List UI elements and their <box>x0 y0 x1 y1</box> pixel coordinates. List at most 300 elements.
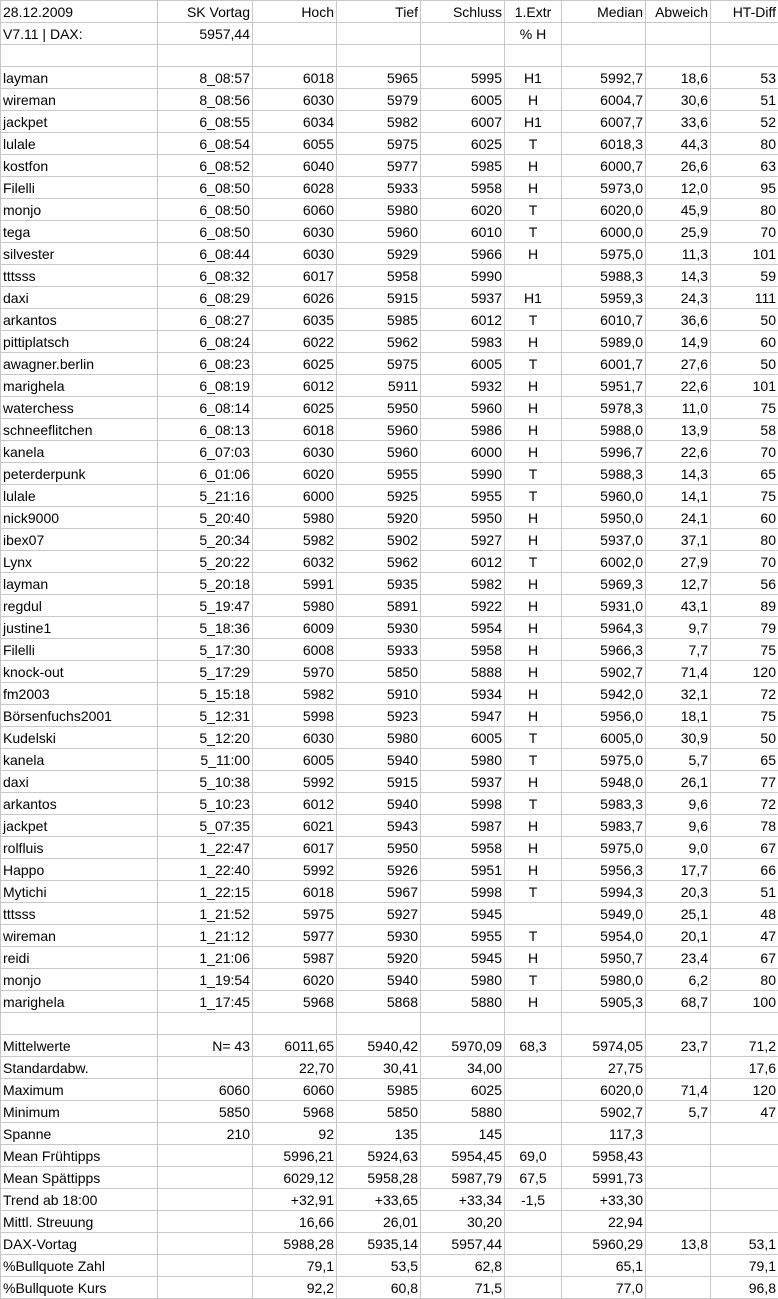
cell[interactable]: H <box>505 155 562 177</box>
cell[interactable]: 5980 <box>421 749 505 771</box>
cell[interactable]: 5954,0 <box>562 925 646 947</box>
cell[interactable]: 5942,0 <box>562 683 646 705</box>
cell[interactable]: 5_18:36 <box>158 617 253 639</box>
cell[interactable]: 5962 <box>337 551 421 573</box>
cell[interactable]: 5891 <box>337 595 421 617</box>
cell[interactable]: 6030 <box>253 221 337 243</box>
cell[interactable]: 6009 <box>253 617 337 639</box>
cell[interactable]: 6017 <box>253 837 337 859</box>
cell[interactable] <box>505 1255 562 1277</box>
cell[interactable]: 96,8 <box>711 1277 778 1299</box>
cell[interactable]: 5954,45 <box>421 1145 505 1167</box>
cell[interactable]: Mittl. Streuung <box>1 1211 158 1233</box>
cell[interactable]: 17,7 <box>646 859 711 881</box>
cell[interactable]: 6_08:54 <box>158 133 253 155</box>
cell[interactable]: 26,1 <box>646 771 711 793</box>
cell[interactable] <box>711 23 778 45</box>
cell[interactable]: 6_08:52 <box>158 155 253 177</box>
cell[interactable]: 5958,28 <box>337 1167 421 1189</box>
cell[interactable] <box>505 1079 562 1101</box>
cell[interactable]: 14,9 <box>646 331 711 353</box>
cell[interactable]: 69,0 <box>505 1145 562 1167</box>
cell[interactable] <box>253 1013 337 1035</box>
cell[interactable]: kostfon <box>1 155 158 177</box>
cell[interactable]: 6022 <box>253 331 337 353</box>
cell[interactable]: 72 <box>711 793 778 815</box>
cell[interactable]: 5934 <box>421 683 505 705</box>
cell[interactable]: 5950,7 <box>562 947 646 969</box>
cell[interactable]: 5991,73 <box>562 1167 646 1189</box>
cell[interactable]: 5960,0 <box>562 485 646 507</box>
cell[interactable]: 71,4 <box>646 661 711 683</box>
cell[interactable]: 75 <box>711 485 778 507</box>
cell[interactable]: kanela <box>1 749 158 771</box>
cell[interactable]: 6012 <box>253 793 337 815</box>
cell[interactable]: 5929 <box>337 243 421 265</box>
cell[interactable]: 1_19:54 <box>158 969 253 991</box>
cell[interactable]: 5880 <box>421 991 505 1013</box>
cell[interactable]: 100 <box>711 991 778 1013</box>
cell[interactable]: 5973,0 <box>562 177 646 199</box>
cell[interactable]: 17,6 <box>711 1057 778 1079</box>
cell[interactable]: 6025 <box>253 353 337 375</box>
cell[interactable]: 6005 <box>421 353 505 375</box>
cell[interactable]: 60 <box>711 507 778 529</box>
cell[interactable] <box>646 1189 711 1211</box>
cell[interactable]: Mean Spättipps <box>1 1167 158 1189</box>
cell[interactable]: 75 <box>711 705 778 727</box>
cell[interactable] <box>158 1211 253 1233</box>
cell[interactable]: schneeflitchen <box>1 419 158 441</box>
cell[interactable]: 89 <box>711 595 778 617</box>
cell[interactable]: 5902,7 <box>562 1101 646 1123</box>
cell[interactable]: Happo <box>1 859 158 881</box>
cell[interactable]: 37,1 <box>646 529 711 551</box>
cell[interactable]: 9,6 <box>646 815 711 837</box>
cell[interactable]: 6030 <box>253 441 337 463</box>
cell[interactable]: 5,7 <box>646 1101 711 1123</box>
cell[interactable]: H <box>505 661 562 683</box>
cell[interactable]: 5927 <box>337 903 421 925</box>
cell[interactable] <box>646 1057 711 1079</box>
cell[interactable]: 5977 <box>253 925 337 947</box>
cell[interactable]: 6001,7 <box>562 353 646 375</box>
cell[interactable]: 6000,0 <box>562 221 646 243</box>
cell[interactable]: T <box>505 727 562 749</box>
cell[interactable]: 5957,44 <box>421 1233 505 1255</box>
cell[interactable]: marighela <box>1 375 158 397</box>
cell[interactable]: 6000,7 <box>562 155 646 177</box>
cell[interactable]: 24,3 <box>646 287 711 309</box>
cell[interactable]: waterchess <box>1 397 158 419</box>
cell[interactable]: 5910 <box>337 683 421 705</box>
cell[interactable]: 22,94 <box>562 1211 646 1233</box>
cell[interactable]: SK Vortag <box>158 1 253 23</box>
cell[interactable]: +33,34 <box>421 1189 505 1211</box>
cell[interactable]: 5850 <box>337 661 421 683</box>
cell[interactable]: 5880 <box>421 1101 505 1123</box>
cell[interactable]: 68,7 <box>646 991 711 1013</box>
cell[interactable]: 6030 <box>253 243 337 265</box>
cell[interactable]: 5935,14 <box>337 1233 421 1255</box>
cell[interactable]: Mytichi <box>1 881 158 903</box>
cell[interactable]: 5966,3 <box>562 639 646 661</box>
cell[interactable]: Tief <box>337 1 421 23</box>
cell[interactable]: 5950 <box>421 507 505 529</box>
cell[interactable]: 6030 <box>253 727 337 749</box>
cell[interactable]: T <box>505 309 562 331</box>
cell[interactable]: 5940 <box>337 793 421 815</box>
cell[interactable]: regdul <box>1 595 158 617</box>
cell[interactable]: 71,4 <box>646 1079 711 1101</box>
cell[interactable]: 63 <box>711 155 778 177</box>
cell[interactable]: 58 <box>711 419 778 441</box>
cell[interactable]: T <box>505 551 562 573</box>
cell[interactable]: 95 <box>711 177 778 199</box>
cell[interactable]: 5933 <box>337 639 421 661</box>
cell[interactable]: 53 <box>711 67 778 89</box>
cell[interactable]: 6020 <box>253 969 337 991</box>
cell[interactable]: 5969,3 <box>562 573 646 595</box>
cell[interactable]: H <box>505 573 562 595</box>
cell[interactable]: 92,2 <box>253 1277 337 1299</box>
cell[interactable]: 6020 <box>253 463 337 485</box>
cell[interactable]: 5951 <box>421 859 505 881</box>
cell[interactable]: N= 43 <box>158 1035 253 1057</box>
cell[interactable]: 5915 <box>337 771 421 793</box>
cell[interactable]: Filelli <box>1 639 158 661</box>
cell[interactable]: H <box>505 419 562 441</box>
cell[interactable]: 5950 <box>337 397 421 419</box>
cell[interactable] <box>505 1211 562 1233</box>
cell[interactable]: 80 <box>711 969 778 991</box>
cell[interactable]: H <box>505 375 562 397</box>
cell[interactable]: 5990 <box>421 265 505 287</box>
cell[interactable]: +33,30 <box>562 1189 646 1211</box>
cell[interactable] <box>711 1123 778 1145</box>
cell[interactable]: 6000 <box>253 485 337 507</box>
cell[interactable]: 59 <box>711 265 778 287</box>
cell[interactable]: 6032 <box>253 551 337 573</box>
cell[interactable]: 5_12:20 <box>158 727 253 749</box>
cell[interactable]: 5_20:34 <box>158 529 253 551</box>
cell[interactable]: 5955 <box>337 463 421 485</box>
cell[interactable]: 33,6 <box>646 111 711 133</box>
cell[interactable]: 5982 <box>253 683 337 705</box>
cell[interactable]: 67,5 <box>505 1167 562 1189</box>
cell[interactable]: -1,5 <box>505 1189 562 1211</box>
cell[interactable]: H <box>505 837 562 859</box>
cell[interactable]: 5_20:18 <box>158 573 253 595</box>
cell[interactable]: 5982 <box>421 573 505 595</box>
cell[interactable]: 5915 <box>337 287 421 309</box>
cell[interactable]: 70 <box>711 551 778 573</box>
cell[interactable]: 20,1 <box>646 925 711 947</box>
cell[interactable]: H <box>505 947 562 969</box>
cell[interactable]: 5943 <box>337 815 421 837</box>
cell[interactable]: 5937 <box>421 287 505 309</box>
cell[interactable]: 6012 <box>421 551 505 573</box>
cell[interactable]: 5940,42 <box>337 1035 421 1057</box>
cell[interactable]: silvester <box>1 243 158 265</box>
cell[interactable]: 5868 <box>337 991 421 1013</box>
cell[interactable]: 72 <box>711 683 778 705</box>
cell[interactable]: 210 <box>158 1123 253 1145</box>
cell[interactable]: 7,7 <box>646 639 711 661</box>
cell[interactable]: 5955 <box>421 925 505 947</box>
cell[interactable]: H <box>505 529 562 551</box>
cell[interactable] <box>646 23 711 45</box>
cell[interactable]: 5935 <box>337 573 421 595</box>
cell[interactable]: 5975 <box>253 903 337 925</box>
cell[interactable]: 1_21:52 <box>158 903 253 925</box>
cell[interactable]: awagner.berlin <box>1 353 158 375</box>
cell[interactable]: 5932 <box>421 375 505 397</box>
cell[interactable]: 5978,3 <box>562 397 646 419</box>
cell[interactable]: 5994,3 <box>562 881 646 903</box>
cell[interactable]: 14,3 <box>646 265 711 287</box>
cell[interactable]: 5931,0 <box>562 595 646 617</box>
cell[interactable]: 8_08:57 <box>158 67 253 89</box>
cell[interactable]: 6028 <box>253 177 337 199</box>
cell[interactable]: H <box>505 683 562 705</box>
cell[interactable]: 5937 <box>421 771 505 793</box>
cell[interactable]: 5926 <box>337 859 421 881</box>
cell[interactable] <box>337 45 421 67</box>
cell[interactable]: H <box>505 617 562 639</box>
cell[interactable]: 27,6 <box>646 353 711 375</box>
cell[interactable]: 52 <box>711 111 778 133</box>
cell[interactable] <box>158 45 253 67</box>
cell[interactable]: 5970,09 <box>421 1035 505 1057</box>
cell[interactable]: T <box>505 133 562 155</box>
cell[interactable]: H1 <box>505 111 562 133</box>
cell[interactable]: 5988,0 <box>562 419 646 441</box>
cell[interactable]: 5925 <box>337 485 421 507</box>
cell[interactable]: 5958 <box>421 639 505 661</box>
cell[interactable]: 6_08:32 <box>158 265 253 287</box>
cell[interactable]: T <box>505 199 562 221</box>
cell[interactable] <box>158 1277 253 1299</box>
cell[interactable]: 135 <box>337 1123 421 1145</box>
cell[interactable]: 5965 <box>337 67 421 89</box>
cell[interactable]: 6012 <box>253 375 337 397</box>
cell[interactable]: 26,6 <box>646 155 711 177</box>
cell[interactable]: Trend ab 18:00 <box>1 1189 158 1211</box>
cell[interactable]: Mean Frühtipps <box>1 1145 158 1167</box>
cell[interactable]: H <box>505 243 562 265</box>
cell[interactable]: daxi <box>1 771 158 793</box>
cell[interactable]: 5940 <box>337 969 421 991</box>
cell[interactable]: arkantos <box>1 793 158 815</box>
cell[interactable]: 5983,7 <box>562 815 646 837</box>
cell[interactable]: 6017 <box>253 265 337 287</box>
cell[interactable]: 5995 <box>421 67 505 89</box>
cell[interactable]: arkantos <box>1 309 158 331</box>
cell[interactable]: 5_19:47 <box>158 595 253 617</box>
cell[interactable]: 6_08:23 <box>158 353 253 375</box>
cell[interactable]: 60 <box>711 331 778 353</box>
cell[interactable]: 12,0 <box>646 177 711 199</box>
cell[interactable]: 6055 <box>253 133 337 155</box>
cell[interactable]: 6060 <box>253 1079 337 1101</box>
cell[interactable]: 5958 <box>421 837 505 859</box>
cell[interactable]: 6030 <box>253 89 337 111</box>
cell[interactable]: 5850 <box>158 1101 253 1123</box>
cell[interactable]: 47 <box>711 1101 778 1123</box>
cell[interactable]: H <box>505 639 562 661</box>
cell[interactable]: 5990 <box>421 463 505 485</box>
cell[interactable]: 6_08:29 <box>158 287 253 309</box>
cell[interactable]: %Bullquote Kurs <box>1 1277 158 1299</box>
cell[interactable]: 27,9 <box>646 551 711 573</box>
cell[interactable]: layman <box>1 573 158 595</box>
cell[interactable]: 51 <box>711 89 778 111</box>
cell[interactable]: 1_22:15 <box>158 881 253 903</box>
cell[interactable]: 5998 <box>253 705 337 727</box>
cell[interactable]: 5987 <box>421 815 505 837</box>
cell[interactable]: 5960 <box>337 221 421 243</box>
cell[interactable]: 5983,3 <box>562 793 646 815</box>
cell[interactable]: 50 <box>711 309 778 331</box>
cell[interactable]: daxi <box>1 287 158 309</box>
cell[interactable] <box>646 1145 711 1167</box>
cell[interactable]: 5975 <box>337 353 421 375</box>
cell[interactable] <box>253 23 337 45</box>
cell[interactable]: 5940 <box>337 749 421 771</box>
cell[interactable] <box>711 45 778 67</box>
cell[interactable] <box>505 1057 562 1079</box>
cell[interactable]: 71,2 <box>711 1035 778 1057</box>
cell[interactable]: 5975 <box>337 133 421 155</box>
cell[interactable]: jackpet <box>1 815 158 837</box>
cell[interactable]: 6_01:06 <box>158 463 253 485</box>
cell[interactable]: +33,65 <box>337 1189 421 1211</box>
cell[interactable]: 5960 <box>421 397 505 419</box>
cell[interactable]: 6005 <box>421 727 505 749</box>
cell[interactable] <box>337 1013 421 1035</box>
cell[interactable] <box>505 1277 562 1299</box>
cell[interactable]: T <box>505 221 562 243</box>
cell[interactable]: fm2003 <box>1 683 158 705</box>
cell[interactable]: 5958 <box>337 265 421 287</box>
cell[interactable]: 30,41 <box>337 1057 421 1079</box>
cell[interactable]: 5945 <box>421 947 505 969</box>
cell[interactable]: 62,8 <box>421 1255 505 1277</box>
cell[interactable]: 5923 <box>337 705 421 727</box>
cell[interactable]: 5957,44 <box>158 23 253 45</box>
cell[interactable]: 5992,7 <box>562 67 646 89</box>
cell[interactable] <box>646 1013 711 1035</box>
cell[interactable]: 5933 <box>337 177 421 199</box>
cell[interactable]: %Bullquote Zahl <box>1 1255 158 1277</box>
cell[interactable]: T <box>505 793 562 815</box>
cell[interactable]: 70 <box>711 441 778 463</box>
cell[interactable]: lulale <box>1 485 158 507</box>
cell[interactable]: T <box>505 485 562 507</box>
cell[interactable]: 5982 <box>337 111 421 133</box>
cell[interactable] <box>505 1123 562 1145</box>
cell[interactable]: 6,2 <box>646 969 711 991</box>
cell[interactable]: 14,1 <box>646 485 711 507</box>
cell[interactable]: 5920 <box>337 947 421 969</box>
cell[interactable]: wireman <box>1 925 158 947</box>
cell[interactable]: 92 <box>253 1123 337 1145</box>
cell[interactable]: 6_08:55 <box>158 111 253 133</box>
cell[interactable]: 51 <box>711 881 778 903</box>
cell[interactable]: monjo <box>1 199 158 221</box>
cell[interactable]: 53,5 <box>337 1255 421 1277</box>
cell[interactable]: Minimum <box>1 1101 158 1123</box>
cell[interactable]: 11,3 <box>646 243 711 265</box>
cell[interactable]: 6004,7 <box>562 89 646 111</box>
cell[interactable]: 6008 <box>253 639 337 661</box>
cell[interactable]: 53,1 <box>711 1233 778 1255</box>
cell[interactable] <box>505 1101 562 1123</box>
cell[interactable]: 6_07:03 <box>158 441 253 463</box>
cell[interactable]: 6007,7 <box>562 111 646 133</box>
cell[interactable]: 5945 <box>421 903 505 925</box>
cell[interactable]: jackpet <box>1 111 158 133</box>
cell[interactable]: H <box>505 331 562 353</box>
cell[interactable]: Spanne <box>1 1123 158 1145</box>
cell[interactable]: rolfluis <box>1 837 158 859</box>
cell[interactable]: 18,1 <box>646 705 711 727</box>
cell[interactable]: 5955 <box>421 485 505 507</box>
cell[interactable]: 6_08:44 <box>158 243 253 265</box>
cell[interactable]: 6018 <box>253 881 337 903</box>
cell[interactable]: H <box>505 815 562 837</box>
cell[interactable]: 5949,0 <box>562 903 646 925</box>
cell[interactable]: Maximum <box>1 1079 158 1101</box>
cell[interactable]: 6011,65 <box>253 1035 337 1057</box>
cell[interactable]: 1_21:06 <box>158 947 253 969</box>
cell[interactable]: 6_08:27 <box>158 309 253 331</box>
cell[interactable]: ibex07 <box>1 529 158 551</box>
cell[interactable]: 56 <box>711 573 778 595</box>
cell[interactable]: 5905,3 <box>562 991 646 1013</box>
cell[interactable]: 5888 <box>421 661 505 683</box>
cell[interactable]: 5985 <box>337 1079 421 1101</box>
cell[interactable]: 5991 <box>253 573 337 595</box>
cell[interactable] <box>646 45 711 67</box>
cell[interactable]: 9,0 <box>646 837 711 859</box>
cell[interactable] <box>711 1189 778 1211</box>
cell[interactable]: 6025 <box>421 133 505 155</box>
cell[interactable]: 80 <box>711 199 778 221</box>
cell[interactable]: 5960 <box>337 441 421 463</box>
cell[interactable]: 5950 <box>337 837 421 859</box>
cell[interactable]: V7.11 | DAX: <box>1 23 158 45</box>
cell[interactable]: 5927 <box>421 529 505 551</box>
cell[interactable]: 6_08:19 <box>158 375 253 397</box>
cell[interactable]: tttsss <box>1 265 158 287</box>
cell[interactable]: 6007 <box>421 111 505 133</box>
cell[interactable]: 43,1 <box>646 595 711 617</box>
cell[interactable]: 120 <box>711 661 778 683</box>
cell[interactable] <box>711 1211 778 1233</box>
cell[interactable]: 6000 <box>421 441 505 463</box>
cell[interactable]: 5924,63 <box>337 1145 421 1167</box>
cell[interactable]: 80 <box>711 133 778 155</box>
cell[interactable]: 5960,29 <box>562 1233 646 1255</box>
cell[interactable]: 78 <box>711 815 778 837</box>
cell[interactable]: Standardabw. <box>1 1057 158 1079</box>
cell[interactable]: 5962 <box>337 331 421 353</box>
cell[interactable] <box>646 1123 711 1145</box>
cell[interactable]: H1 <box>505 287 562 309</box>
cell[interactable]: 145 <box>421 1123 505 1145</box>
